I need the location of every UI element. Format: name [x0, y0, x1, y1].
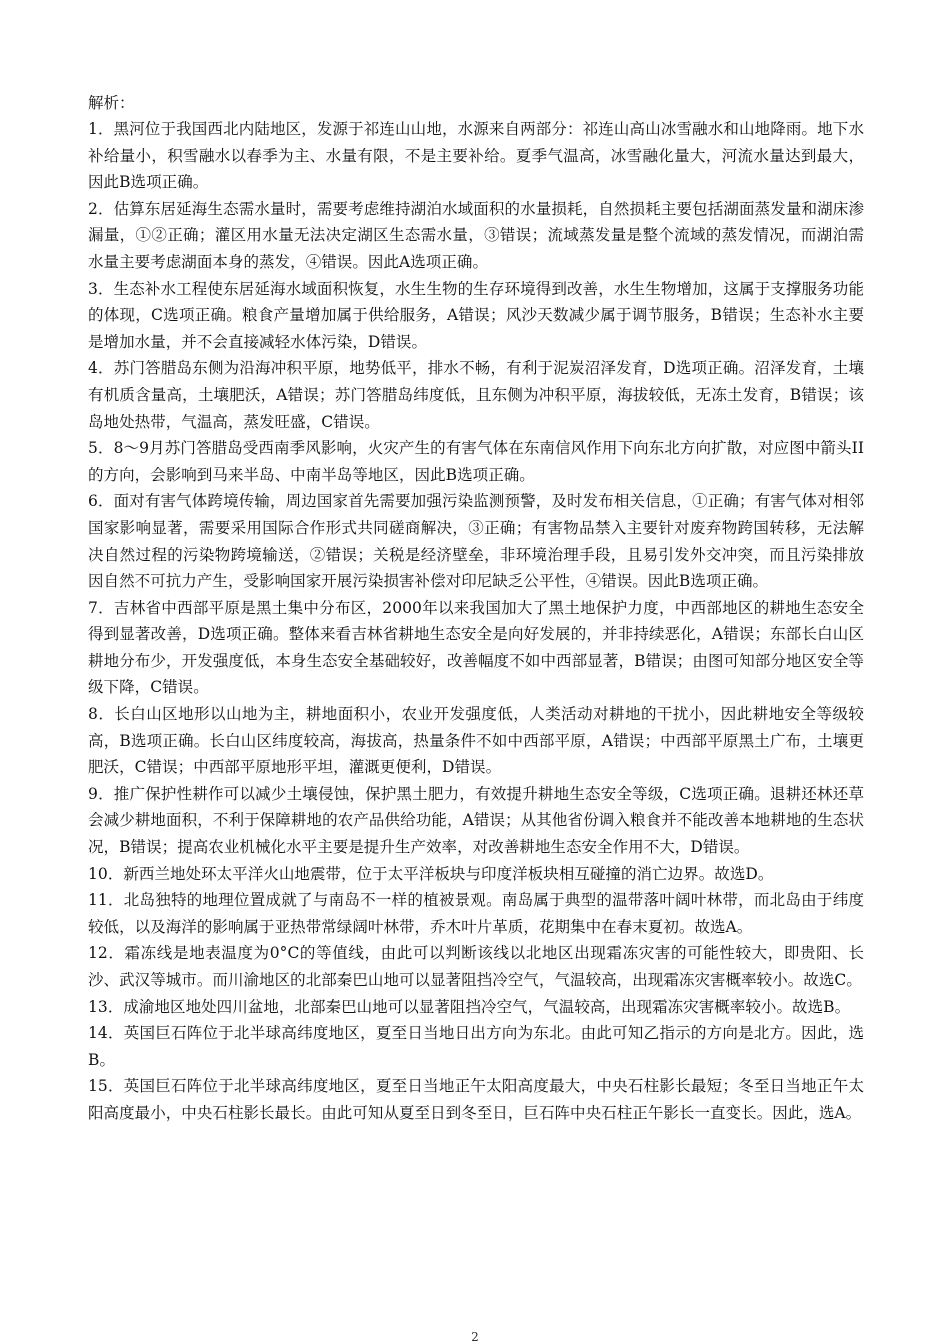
answer-item-2: 2．估算东居延海生态需水量时，需要考虑维持湖泊水域面积的水量损耗，自然损耗主要包括湖面蒸发量和湖床渗漏量，①②正确；灌区用水量无法决定湖区生态需水量，③错误；流域蒸发量是整个流域的蒸发情况，而湖泊需水量主要考虑湖面本身的蒸发，④错误。因此A选项正确。	[88, 199, 864, 271]
answer-item-14: 14．英国巨石阵位于北半球高纬度地区，夏至日当地日出方向为东北。由此可知乙指示的方向是北方。因此，选B。	[88, 1024, 864, 1069]
analysis-heading: 解析：	[88, 94, 135, 112]
document-page	[88, 90, 864, 1127]
answer-item-1: 1．黑河位于我国西北内陆地区，发源于祁连山山地，水源来自两部分：祁连山高山冰雪融水和山地降雨。地下水补给量小，积雪融水以春季为主、水量有限，不是主要补给。夏季气温高，冰雪融化量大，河流水量达到最大，因此B选项正确。	[88, 120, 864, 192]
answer-item-10: 10．新西兰地处环太平洋火山地震带，位于太平洋板块与印度洋板块相互碰撞的消亡边界。故选D。	[88, 864, 774, 883]
answer-item-15: 15．英国巨石阵位于北半球高纬度地区，夏至日当地正午太阳高度最大，中央石柱影长最短；冬至日当地正午太阳高度最小，中央石柱影长最长。由此可知从夏至日到冬至日，巨石阵中央石柱正午影长一直变长。因此，选A。	[88, 1077, 864, 1122]
answer-item-4: 4．苏门答腊岛东侧为沿海冲积平原，地势低平，排水不畅，有利于泥炭沼泽发育，D选项正确。沼泽发育，土壤有机质含量高，土壤肥沃，A错误；苏门答腊岛纬度低，且东侧为冲积平原，海拔较低，无冻土发育，B错误；该岛地处热带，气温高，蒸发旺盛，C错误。	[88, 359, 864, 431]
answer-item-6: 6．面对有害气体跨境传输，周边国家首先需要加强污染监测预警，及时发布相关信息，①正确；有害气体对相邻国家影响显著，需要采用国际合作形式共同磋商解决，③正确；有害物品禁入主要针对废弃物跨国转移，无法解决自然过程的污染物跨境输送，②错误；关税是经济壁垒，非环境治理手段，且易引发外交冲突，而且污染排放因自然不可抗力产生，受影响国家开展污染损害补偿对印尼缺乏公平性，④错误。因此B选项正确。	[88, 492, 864, 591]
page-number: 2	[471, 1330, 479, 1344]
answer-item-8: 8．长白山区地形以山地为主，耕地面积小，农业开发强度低，人类活动对耕地的干扰小，因此耕地安全等级较高，B选项正确。长白山区纬度较高，海拔高，热量条件不如中西部平原，A错误；中西部平原黑土广布，土壤更肥沃，C错误；中西部平原地形平坦，灌溉更便利，D错误。	[88, 705, 864, 777]
answer-item-3: 3．生态补水工程使东居延海水域面积恢复，水生生物的生存环境得到改善，水生生物增加，这属于支撑服务功能的体现，C选项正确。粮食产量增加属于供给服务，A错误；风沙天数减少属于调节服务，B错误；生态补水主要是增加水量，并不会直接减轻水体污染，D错误。	[88, 279, 864, 351]
answer-item-9: 9．推广保护性耕作可以减少土壤侵蚀，保护黑土肥力，有效提升耕地生态安全等级，C选项正确。退耕还林还草会减少耕地面积，不利于保障耕地的农产品供给功能，A错误；从其他省份调入粮食并不能改善本地耕地的生态状况，B错误；提高农业机械化水平主要是提升生产效率，对改善耕地生态安全作用不大，D错误。	[88, 784, 864, 857]
answer-item-7: 7．吉林省中西部平原是黑土集中分布区，2000年以来我国加大了黑土地保护力度，中西部地区的耕地生态安全得到显著改善，D选项正确。整体来看吉林省耕地生态安全是向好发展的，并非持续恶化，A错误；东部长白山区耕地分布少，开发强度低，本身生态安全基础较好，改善幅度不如中西部显著，B错误；由图可知部分地区安全等级下降，C错误。	[88, 598, 864, 697]
answer-item-5: 5．8～9月苏门答腊岛受西南季风影响，火灾产生的有害气体在东南信风作用下向东北方向扩散，对应图中箭头II的方向，会影响到马来半岛、中南半岛等地区，因此B选项正确。	[88, 439, 864, 484]
answer-item-11: 11．北岛独特的地理位置成就了与南岛不一样的植被景观。南岛属于典型的温带落叶阔叶林带，而北岛由于纬度较低，以及海洋的影响属于亚热带常绿阔叶林带，乔木叶片革质，花期集中在春末夏初。故选A。	[88, 891, 864, 936]
answer-item-12: 12．霜冻线是地表温度为0°C的等值线，由此可以判断该线以北地区出现霜冻灾害的可能性较大，即贵阳、长沙、武汉等城市。而川渝地区的北部秦巴山地可以显著阻挡冷空气，气温较高，出现霜冻灾害概率较小。故选C。	[88, 944, 864, 989]
answer-item-13: 13．成渝地区地处四川盆地，北部秦巴山地可以显著阻挡冷空气，气温较高，出现霜冻灾害概率较小。故选B。	[88, 997, 851, 1016]
